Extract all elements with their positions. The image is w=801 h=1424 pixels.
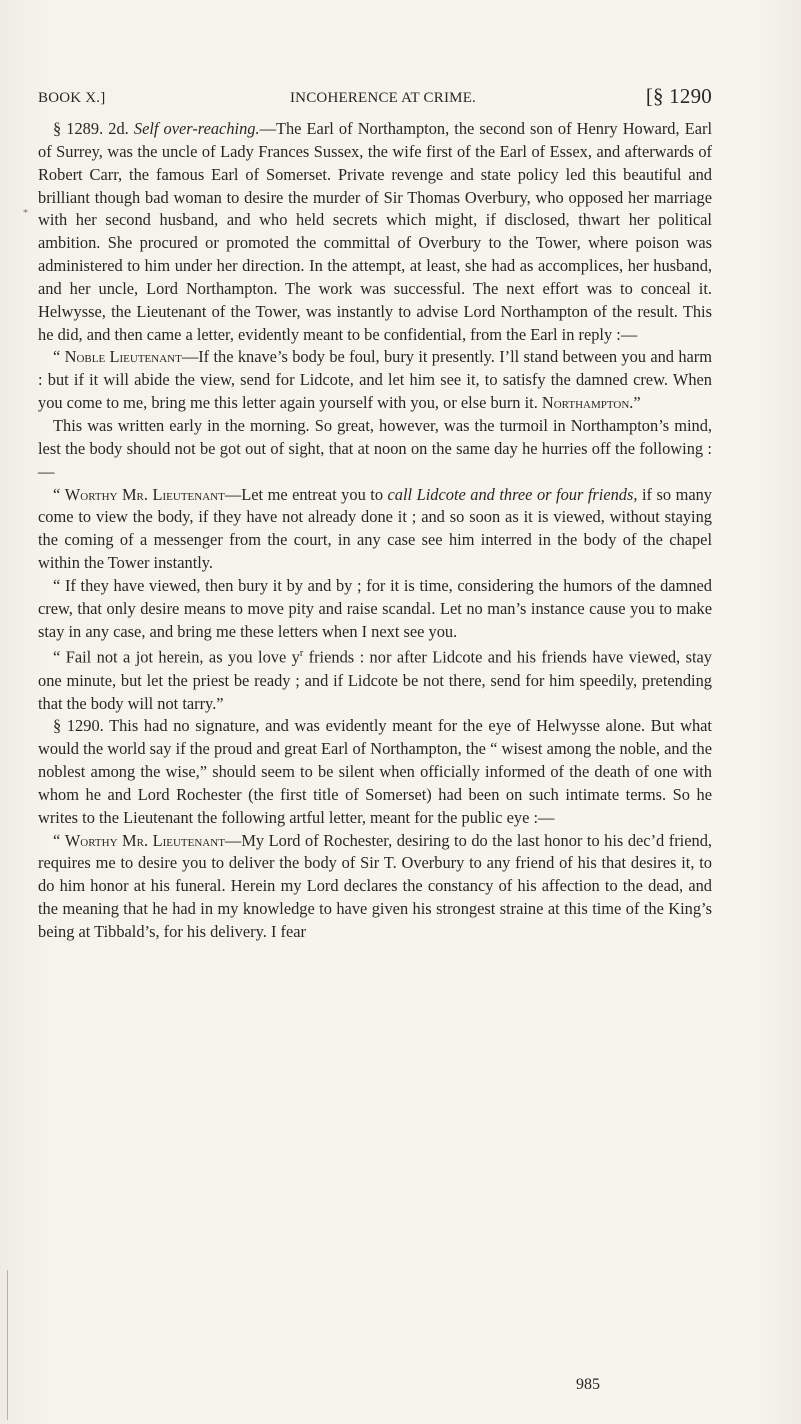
text-run: “: [53, 347, 65, 367]
paragraph: [38, 830, 712, 944]
paragraph: [38, 643, 712, 715]
text-run: “: [53, 484, 65, 504]
paragraph: [38, 415, 712, 484]
header-section-number: [§ 1290: [645, 84, 712, 108]
text-run: ”: [633, 393, 641, 413]
text-run: This was written early in the morning. So great, however, was the turmoil in Northampton’s mind, lest the body should not be got out of sight, that at noon on the same day he hurries off the following :—: [38, 415, 712, 481]
paragraph: [38, 346, 712, 415]
text-run: —If the knave’s body be foul, bury it presently. I’ll stand between you and harm : but if it will abide the view, send for Lidcote, and let him see it, to satisfy the damned crew. When you come to me, bring me this letter again yourself with you, or else burn it.: [38, 347, 712, 413]
small-caps-text: Worthy Mr. Lieutenant: [64, 830, 225, 850]
text-run: § 1290. This had no signature, and was evidently meant for the eye of Helwysse alone. But what would the world say if the proud and great Earl of Northampton, the “ wisest among the noble, and the noblest among the wise,” should seem to be silent when officially informed of the death of one with whom he and Lord Rochester (the first title of Somerset) had been on such intimate terms. So he writes to the Lieutenant the following artful letter, meant for the public eye :—: [38, 716, 712, 827]
italic-text: call Lidcote and three or four friends,: [387, 484, 638, 504]
running-header: [38, 84, 712, 114]
text-run: —My Lord of Rochester, desiring to do the last honor to his dec’d friend, requires me to desire you to deliver the body of Sir T. Overbury to any friend of his that desires it, to do him honor at his funeral. Herein my Lord declares the constancy of his affection to the dead, and the meaning that he had in my knowledge to have given his strongest straine at this time of the King’s being at Tibbald’s, for his delivery. I fear: [38, 830, 712, 941]
margin-mark: *: [23, 208, 28, 219]
text-run: —Let me entreat you to: [224, 484, 388, 504]
italic-text: Self over-reaching.: [133, 119, 260, 138]
page-number: 985: [576, 1376, 600, 1393]
paragraph: [38, 118, 712, 346]
header-book-label: BOOK X.]: [38, 90, 106, 106]
text-run: “: [53, 830, 65, 850]
header-chapter-title: INCOHERENCE AT CRIME.: [289, 90, 477, 106]
text-run: “ If they have viewed, then bury it by and by ; for it is time, considering the humors of the damned crew, that only desire means to move pity and raise scandal. Let no man’s instance cause you to make stay in any case, and bring me these letters when I next see you.: [38, 575, 712, 641]
text-run: friends : nor after Lidcote and his friends have viewed, stay one minute, but let the priest be ready ; and if Lidcote be not there, send for him speedily, pretending that the body will not tarry.”: [38, 647, 712, 713]
paragraph: [38, 575, 712, 644]
page-edge-shadow: [7, 1270, 8, 1420]
body-text: [38, 118, 712, 944]
text-run: —The Earl of Northampton, the second son of Henry Howard, Earl of Surrey, was the uncle of Lady Frances Sussex, the wife first of the Earl of Essex, and afterwards of Robert Carr, the famous Earl of Somerset. Private revenge and state policy led this beautiful and brilliant though bad woman to desire the murder of Sir Thomas Overbury, who opposed her marriage with her second husband, and who held secrets which might, if disclosed, thwart her political ambition. She procured or promoted the committal of Overbury to the Tower, where poison was administered to him under her direction. In the attempt, at least, she had as accomplices, her husband, and her uncle, Lord Northampton. The work was successful. The next effort was to conceal it. Helwysse, the Lieutenant of the Tower, was instantly to advise Lord Northampton of the result. This he did, and then came a letter, evidently meant to be confidential, from the Earl in reply :—: [38, 119, 713, 344]
small-caps-text: Worthy Mr. Lieutenant: [64, 484, 225, 504]
text-run: “ Fail not a jot herein, as you love y: [53, 647, 300, 667]
paragraph: [38, 484, 712, 575]
text-run: if so many come to view the body, if they have not already done it ; and so soon as it is viewed, without staying the coming of a messenger from the court, in any case see him interred in the body of the chapel within the Tower instantly.: [38, 484, 712, 573]
paragraph: [38, 715, 712, 829]
small-caps-text: Noble Lieutenant: [64, 347, 182, 367]
superscript-text: r: [299, 648, 304, 660]
small-caps-text: Northampton.: [541, 393, 634, 413]
text-run: § 1289. 2d.: [53, 119, 134, 138]
